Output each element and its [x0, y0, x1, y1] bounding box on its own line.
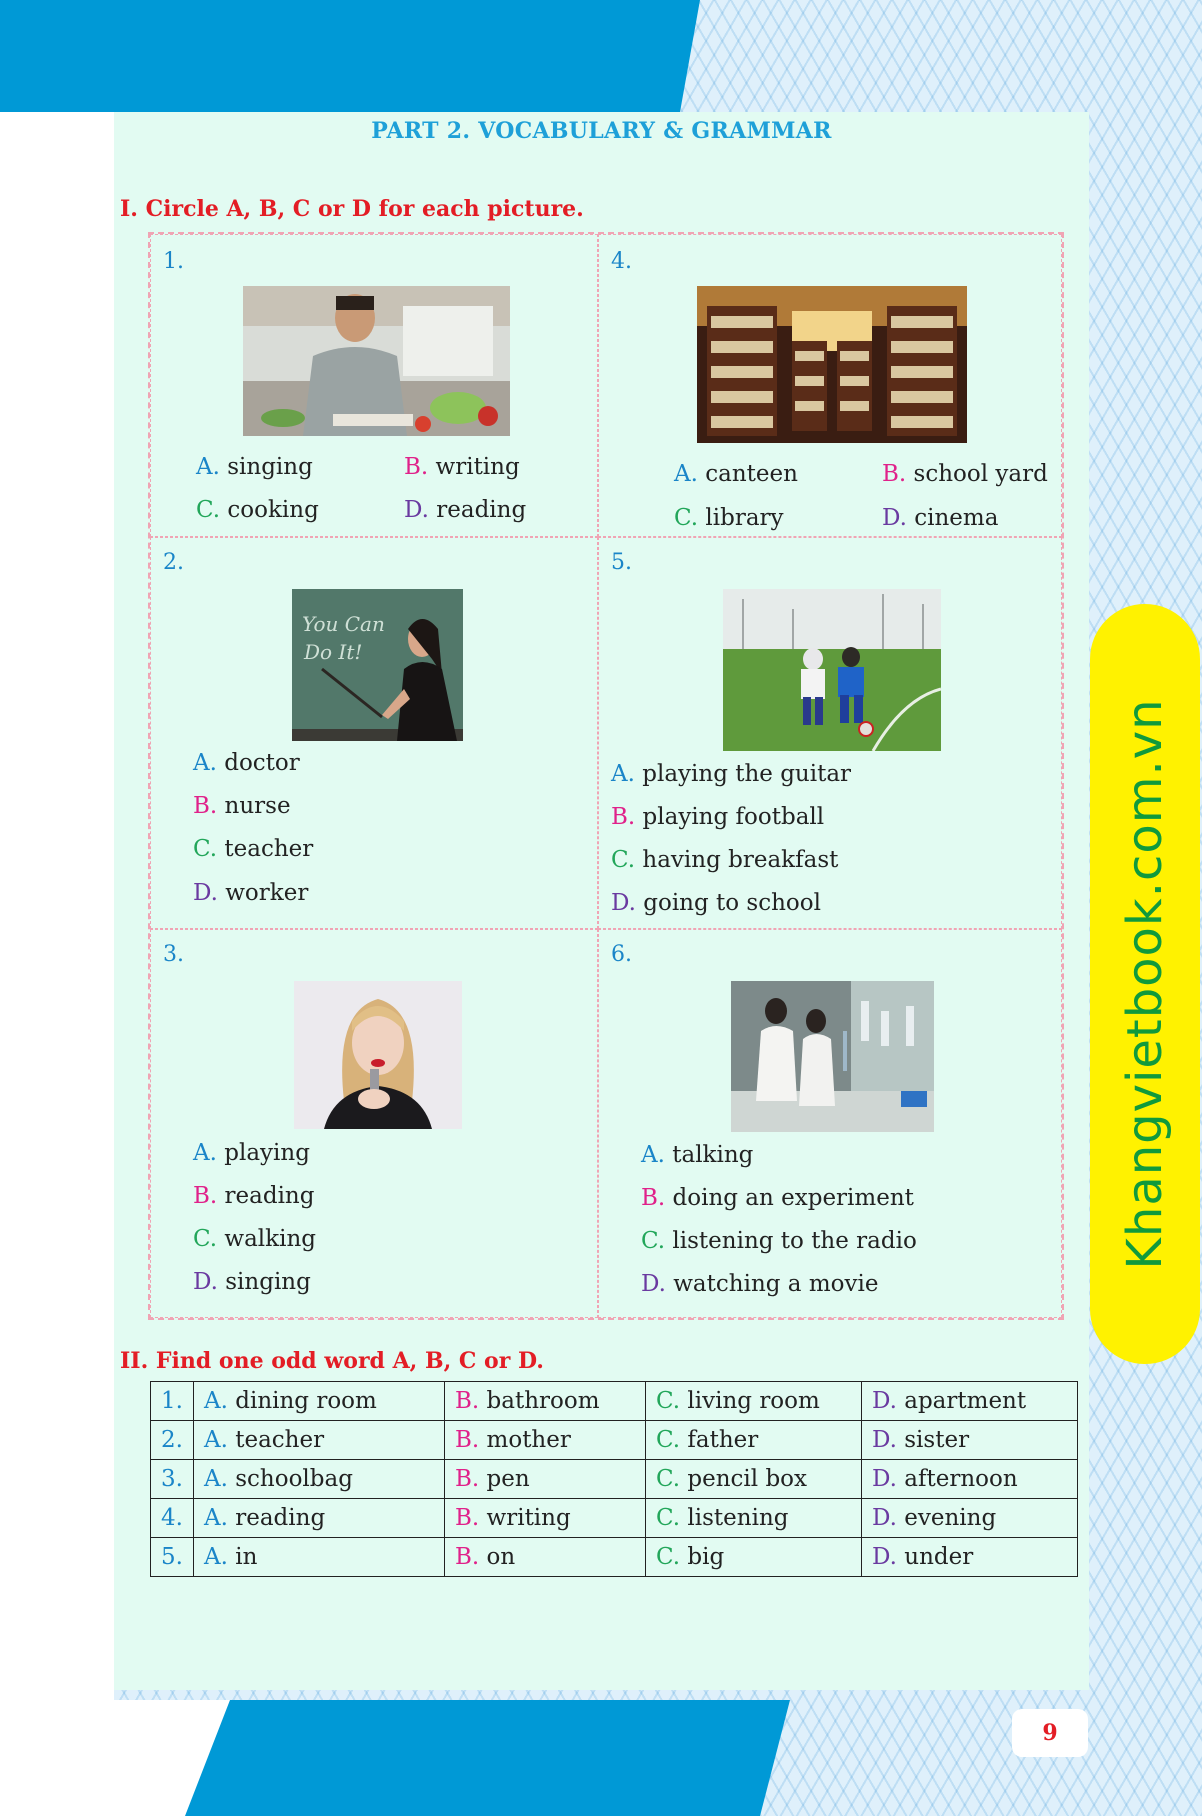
option-d-cell[interactable]: [862, 1538, 1078, 1577]
teacher-picture: [292, 589, 463, 741]
option-letter: C.: [193, 836, 218, 862]
option-letter: B.: [611, 804, 636, 830]
option-letter: D.: [404, 497, 429, 523]
option-text: afternoon: [904, 1466, 1018, 1492]
option-text: reading: [224, 1183, 315, 1209]
option-text: teacher: [235, 1427, 325, 1453]
option-text: worker: [225, 880, 309, 906]
option-text: doing an experiment: [672, 1185, 914, 1211]
option-text: cooking: [227, 497, 319, 523]
option-text: bathroom: [486, 1388, 600, 1414]
section2-heading: II. Find one odd word A, B, C or D.: [120, 1348, 544, 1374]
option-text: big: [687, 1544, 725, 1570]
option-text: reading: [436, 497, 527, 523]
option-text: schoolbag: [235, 1466, 353, 1492]
option-letter: B.: [455, 1427, 480, 1453]
option-letter: B.: [455, 1544, 480, 1570]
option-text: apartment: [904, 1388, 1027, 1414]
option-letter: A.: [204, 1544, 228, 1570]
option-a-cell[interactable]: [194, 1421, 445, 1460]
option-text: singing: [227, 454, 313, 480]
option-text: going to school: [643, 890, 821, 916]
option-a[interactable]: [196, 454, 313, 480]
left-margin: [0, 112, 114, 1700]
option-text: watching a movie: [673, 1271, 879, 1297]
option-letter: C.: [674, 505, 699, 531]
option-c[interactable]: [674, 505, 784, 531]
page-title: PART 2. VOCABULARY & GRAMMAR: [371, 118, 832, 144]
option-text: father: [687, 1427, 759, 1453]
option-letter: B.: [193, 793, 218, 819]
table-row: [151, 1382, 1078, 1421]
option-letter: B.: [882, 461, 907, 487]
option-text: library: [705, 505, 784, 531]
table-row: [151, 1538, 1078, 1577]
option-b[interactable]: [193, 1183, 314, 1209]
option-d[interactable]: [882, 505, 998, 531]
row-number: 1.: [151, 1382, 194, 1421]
option-a[interactable]: [674, 461, 798, 487]
table-row: [151, 1421, 1078, 1460]
question-6: [598, 929, 1062, 1318]
option-text: having breakfast: [642, 847, 839, 873]
option-text: canteen: [705, 461, 798, 487]
option-b[interactable]: [611, 804, 824, 830]
option-a[interactable]: [641, 1142, 753, 1168]
option-letter: A.: [674, 461, 698, 487]
option-b[interactable]: [882, 461, 1048, 487]
option-a-cell[interactable]: [194, 1499, 445, 1538]
odd-word-table: [150, 1381, 1078, 1577]
option-text: reading: [235, 1505, 326, 1531]
option-letter: D.: [872, 1388, 897, 1414]
option-text: writing: [486, 1505, 571, 1531]
option-text: under: [904, 1544, 974, 1570]
option-letter: B.: [455, 1505, 480, 1531]
option-letter: D.: [872, 1505, 897, 1531]
option-b-cell[interactable]: [445, 1499, 646, 1538]
option-c-cell[interactable]: [646, 1460, 862, 1499]
option-b[interactable]: [193, 793, 291, 819]
question-number: 3.: [163, 942, 184, 967]
option-text: teacher: [224, 836, 314, 862]
option-text: playing the guitar: [642, 761, 852, 787]
option-text: cinema: [914, 505, 999, 531]
option-letter: C.: [611, 847, 636, 873]
chalk-line-2: Do It!: [304, 640, 363, 664]
option-text: singing: [225, 1269, 311, 1295]
question-number: 5.: [611, 550, 632, 575]
option-letter: C.: [656, 1544, 681, 1570]
option-letter: D.: [641, 1271, 666, 1297]
question-1: [150, 234, 598, 537]
option-c-cell[interactable]: [646, 1538, 862, 1577]
option-text: playing football: [642, 804, 825, 830]
question-4: [598, 234, 1062, 537]
option-letter: D.: [882, 505, 907, 531]
option-letter: D.: [611, 890, 636, 916]
option-letter: B.: [193, 1183, 218, 1209]
option-letter: B.: [641, 1185, 666, 1211]
option-text: nurse: [224, 793, 291, 819]
option-text: sister: [904, 1427, 970, 1453]
football-picture: [723, 589, 941, 751]
option-letter: D.: [193, 1269, 218, 1295]
option-text: pencil box: [687, 1466, 807, 1492]
picture-grid: [148, 232, 1064, 1320]
option-letter: B.: [404, 454, 429, 480]
row-number: 4.: [151, 1499, 194, 1538]
option-d[interactable]: [193, 1269, 311, 1295]
option-letter: A.: [193, 750, 217, 776]
option-b-cell[interactable]: [445, 1421, 646, 1460]
option-d-cell[interactable]: [862, 1499, 1078, 1538]
section1-heading: I. Circle A, B, C or D for each picture.: [120, 196, 584, 222]
top-banner-band: [0, 0, 700, 112]
option-letter: C.: [656, 1505, 681, 1531]
option-b[interactable]: [404, 454, 520, 480]
row-number: 5.: [151, 1538, 194, 1577]
option-text: writing: [435, 454, 520, 480]
option-letter: C.: [641, 1228, 666, 1254]
option-letter: C.: [193, 1226, 218, 1252]
laboratory-picture: [731, 981, 934, 1132]
option-a[interactable]: [193, 750, 300, 776]
option-a[interactable]: [193, 1140, 310, 1166]
option-text: dining room: [235, 1388, 377, 1414]
option-letter: A.: [196, 454, 220, 480]
option-letter: A.: [611, 761, 635, 787]
option-d[interactable]: [193, 880, 308, 906]
option-c[interactable]: [641, 1228, 917, 1254]
option-c-cell[interactable]: [646, 1421, 862, 1460]
option-text: living room: [687, 1388, 820, 1414]
row-number: 2.: [151, 1421, 194, 1460]
option-c-cell[interactable]: [646, 1499, 862, 1538]
option-b-cell[interactable]: [445, 1460, 646, 1499]
side-banner-text: Khangvietbook.com.vn: [1117, 698, 1173, 1270]
cooking-picture: [243, 286, 510, 436]
option-letter: A.: [204, 1466, 228, 1492]
option-c[interactable]: [611, 847, 838, 873]
option-text: in: [235, 1544, 258, 1570]
option-a-cell[interactable]: [194, 1538, 445, 1577]
option-text: mother: [486, 1427, 571, 1453]
option-text: on: [486, 1544, 516, 1570]
option-d[interactable]: [641, 1271, 878, 1297]
question-number: 2.: [163, 550, 184, 575]
option-letter: C.: [656, 1466, 681, 1492]
option-text: listening to the radio: [672, 1228, 917, 1254]
question-3: [150, 929, 598, 1318]
option-text: school yard: [913, 461, 1048, 487]
option-letter: A.: [193, 1140, 217, 1166]
option-text: listening: [687, 1505, 789, 1531]
option-text: pen: [486, 1466, 530, 1492]
option-d-cell[interactable]: [862, 1421, 1078, 1460]
option-c-cell[interactable]: [646, 1382, 862, 1421]
question-2: [150, 537, 598, 929]
row-number: 3.: [151, 1460, 194, 1499]
option-letter: D.: [872, 1466, 897, 1492]
option-text: talking: [672, 1142, 754, 1168]
option-letter: A.: [204, 1388, 228, 1414]
option-a-cell[interactable]: [194, 1382, 445, 1421]
option-d-cell[interactable]: [862, 1460, 1078, 1499]
option-letter: C.: [656, 1427, 681, 1453]
library-picture: [697, 286, 967, 443]
question-5: [598, 537, 1062, 929]
option-letter: D.: [872, 1427, 897, 1453]
option-b[interactable]: [641, 1185, 914, 1211]
option-a[interactable]: [611, 761, 851, 787]
question-number: 6.: [611, 942, 632, 967]
option-letter: A.: [204, 1427, 228, 1453]
option-c[interactable]: [196, 497, 319, 523]
question-number: 1.: [163, 249, 184, 274]
option-letter: D.: [872, 1544, 897, 1570]
option-d-cell[interactable]: [862, 1382, 1078, 1421]
option-letter: B.: [455, 1388, 480, 1414]
table-row: [151, 1499, 1078, 1538]
option-a-cell[interactable]: [194, 1460, 445, 1499]
table-row: [151, 1460, 1078, 1499]
option-d[interactable]: [404, 497, 526, 523]
option-text: walking: [224, 1226, 316, 1252]
option-c[interactable]: [193, 1226, 316, 1252]
option-letter: B.: [455, 1466, 480, 1492]
option-d[interactable]: [611, 890, 821, 916]
option-b-cell[interactable]: [445, 1538, 646, 1577]
singer-picture: [294, 981, 462, 1129]
option-text: doctor: [224, 750, 300, 776]
option-b-cell[interactable]: [445, 1382, 646, 1421]
option-c[interactable]: [193, 836, 313, 862]
option-text: evening: [904, 1505, 997, 1531]
option-letter: D.: [193, 880, 218, 906]
page-number: 9: [1012, 1709, 1088, 1757]
option-letter: A.: [641, 1142, 665, 1168]
option-text: playing: [224, 1140, 310, 1166]
question-number: 4.: [611, 249, 632, 274]
option-letter: C.: [656, 1388, 681, 1414]
option-letter: A.: [204, 1505, 228, 1531]
option-letter: C.: [196, 497, 221, 523]
chalk-line-1: You Can: [302, 612, 385, 636]
